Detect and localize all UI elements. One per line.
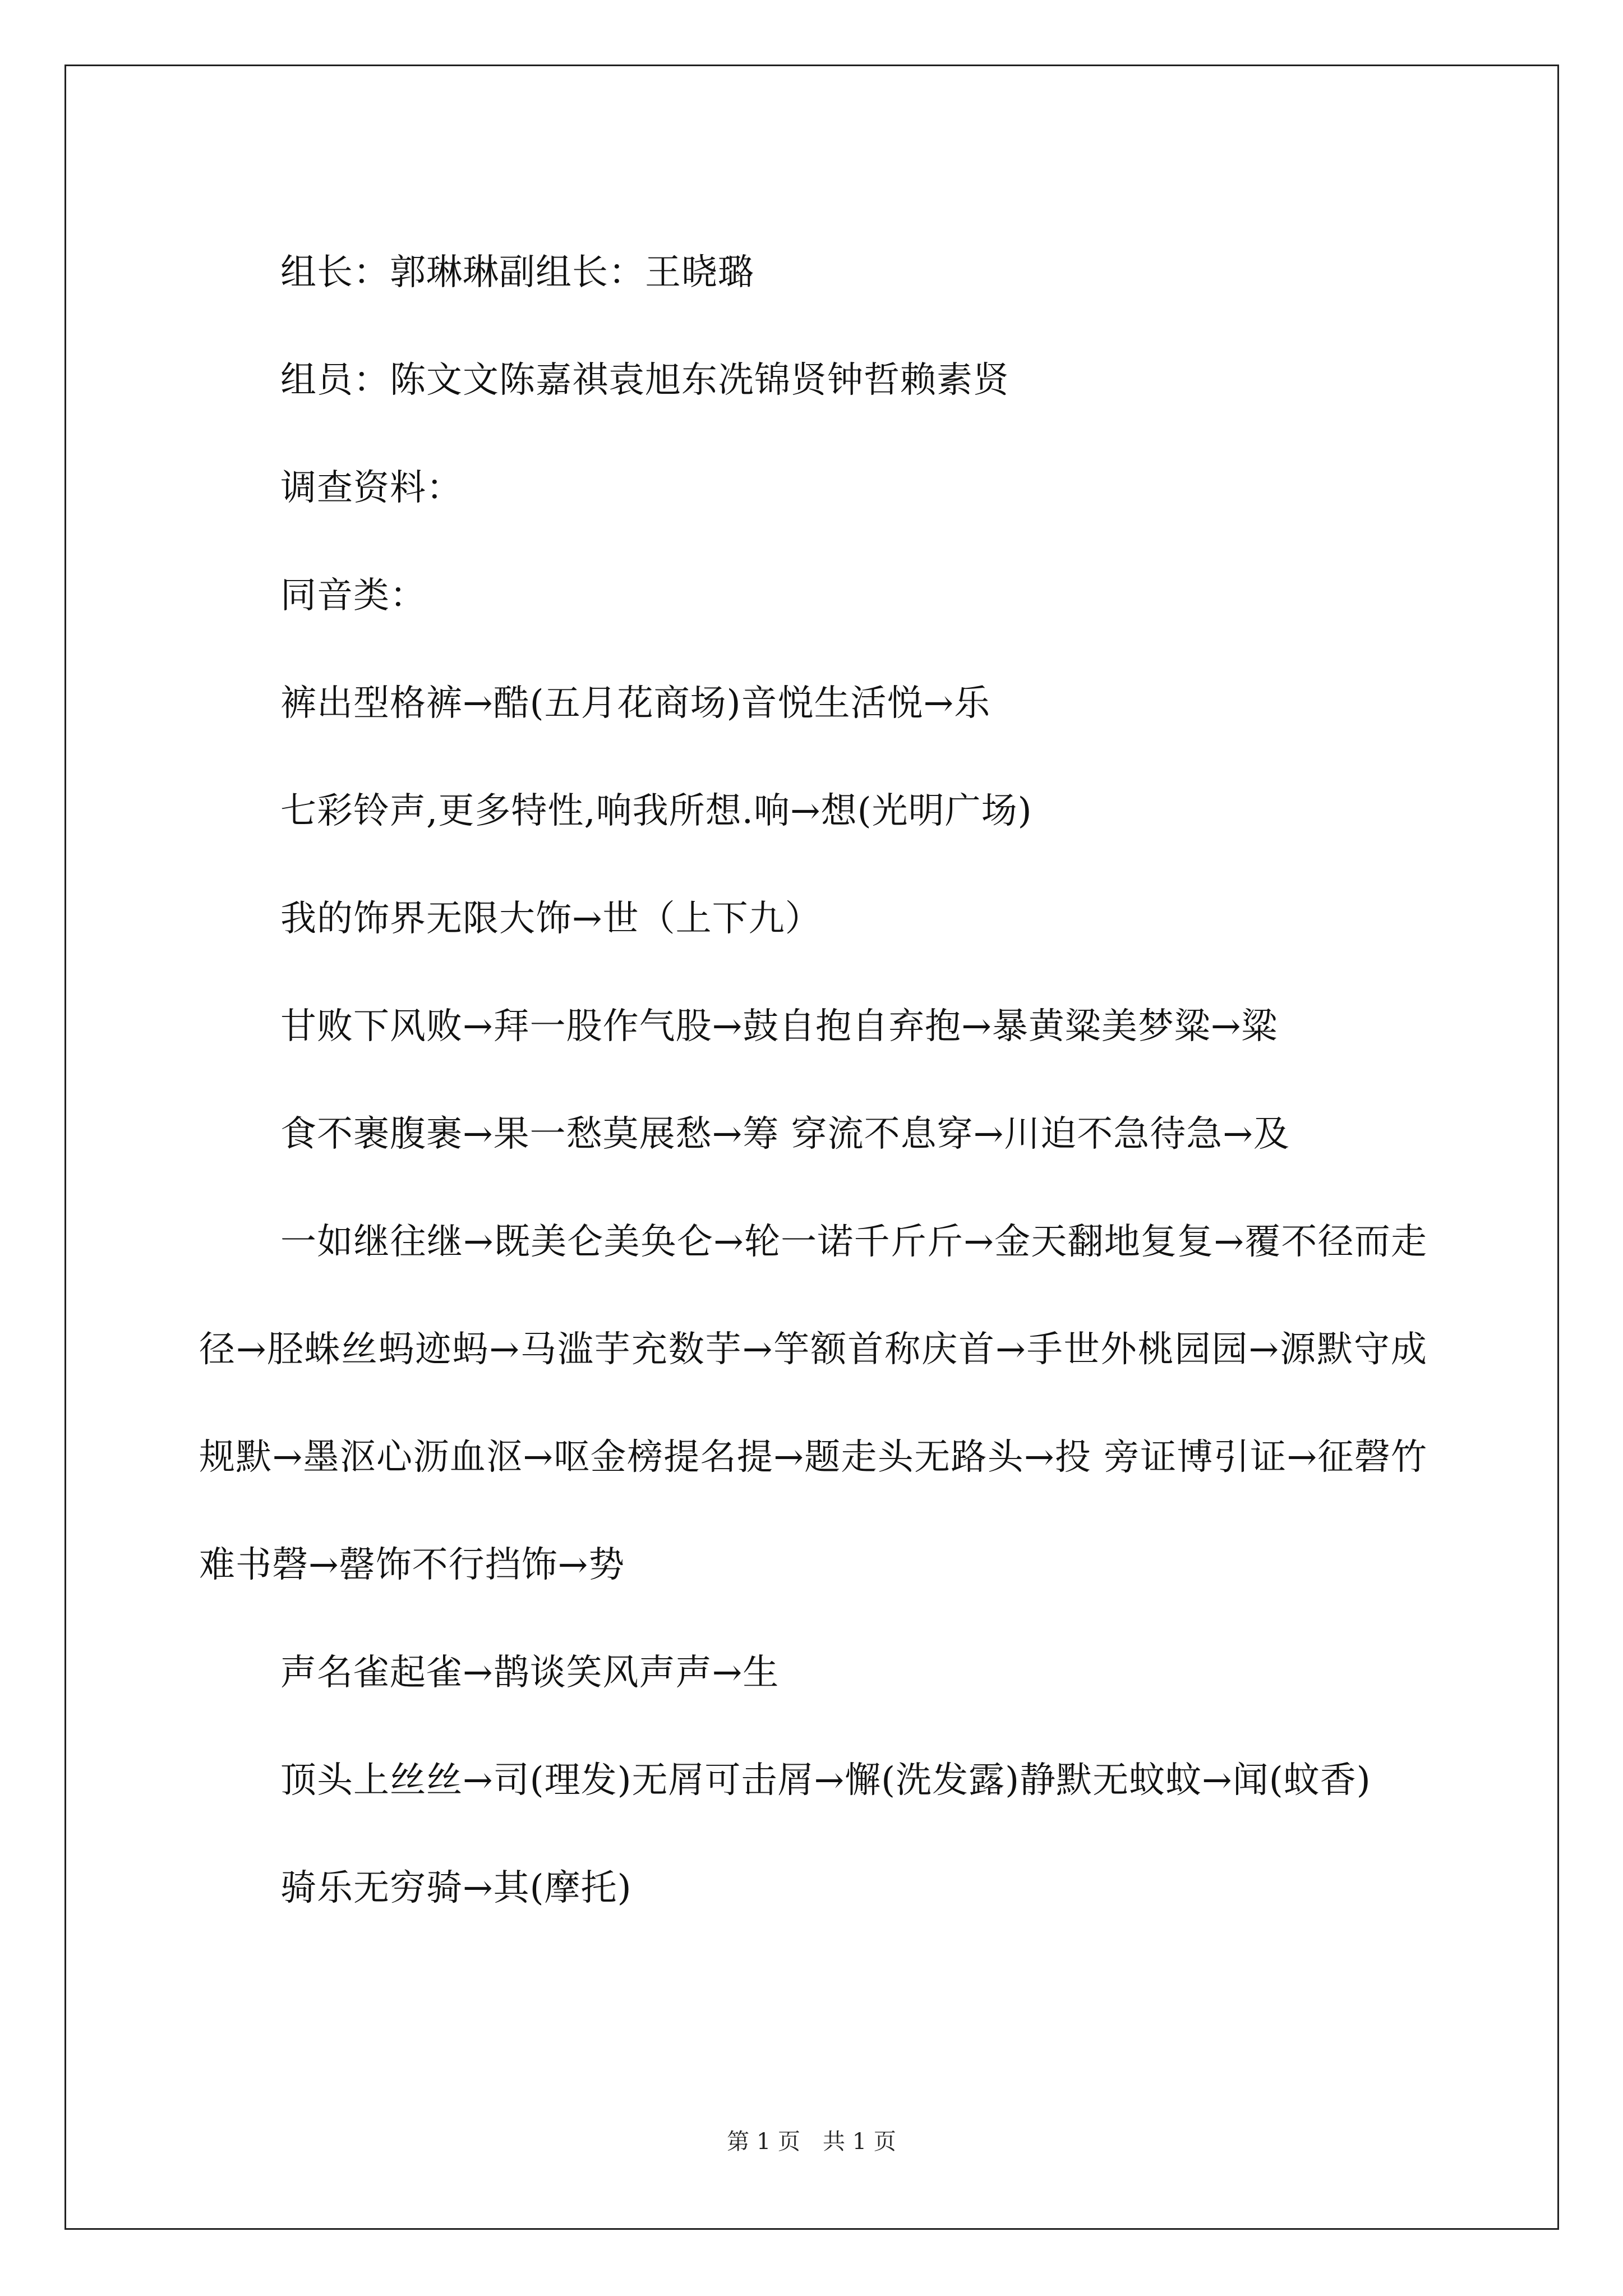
paragraph-homophone-heading: 同音类： <box>280 575 426 616</box>
paragraph-members: 组员：陈文文陈嘉祺袁旭东冼锦贤钟哲赖素贤 <box>280 360 1009 401</box>
paragraph-example-2: 七彩铃声,更多特性,响我所想.响→想(光明广场) <box>280 790 1032 832</box>
page-number-footer: 第 1 页 共 1 页 <box>727 2129 896 2155</box>
paragraph-example-6: 一如继往继→既美仑美奂仑→轮一诺千斤斤→金天翻地复复→覆不径而走径→胫蛛丝蚂迹蚂→马滥芋充数芋→竽额首称庆首→手世外桃园园→源默守成规默→墨沤心沥血沤→呕金榜提名提→题走头无路头→投 旁证博引证→征磬竹难书磬→罄饰不行挡饰→势 <box>199 1221 1427 1586</box>
paragraph-leaders: 组长：郭琳琳副组长：王晓璐 <box>280 252 754 293</box>
paragraph-example-4: 甘败下风败→拜一股作气股→鼓自抱自弃抱→暴黄粱美梦粱→粱 <box>280 1006 1278 1047</box>
paragraph-survey-heading: 调查资料： <box>280 467 463 509</box>
document-body <box>199 219 1427 1942</box>
paragraph-example-9: 骑乐无穷骑→其(摩托) <box>280 1867 632 1909</box>
paragraph-example-3: 我的饰界无限大饰→世（上下九） <box>280 898 822 940</box>
paragraph-example-8: 顶头上丝丝→司(理发)无屑可击屑→懈(洗发露)静默无蚊蚊→闻(蚊香) <box>280 1760 1371 1801</box>
paragraph-example-1: 裤出型格裤→酷(五月花商场)音悦生活悦→乐 <box>280 683 991 724</box>
paragraph-example-7: 声名雀起雀→鹊谈笑风声声→生 <box>280 1652 780 1694</box>
paragraph-example-5: 食不裹腹裹→果一愁莫展愁→筹 穿流不息穿→川迫不急待急→及 <box>280 1114 1290 1155</box>
